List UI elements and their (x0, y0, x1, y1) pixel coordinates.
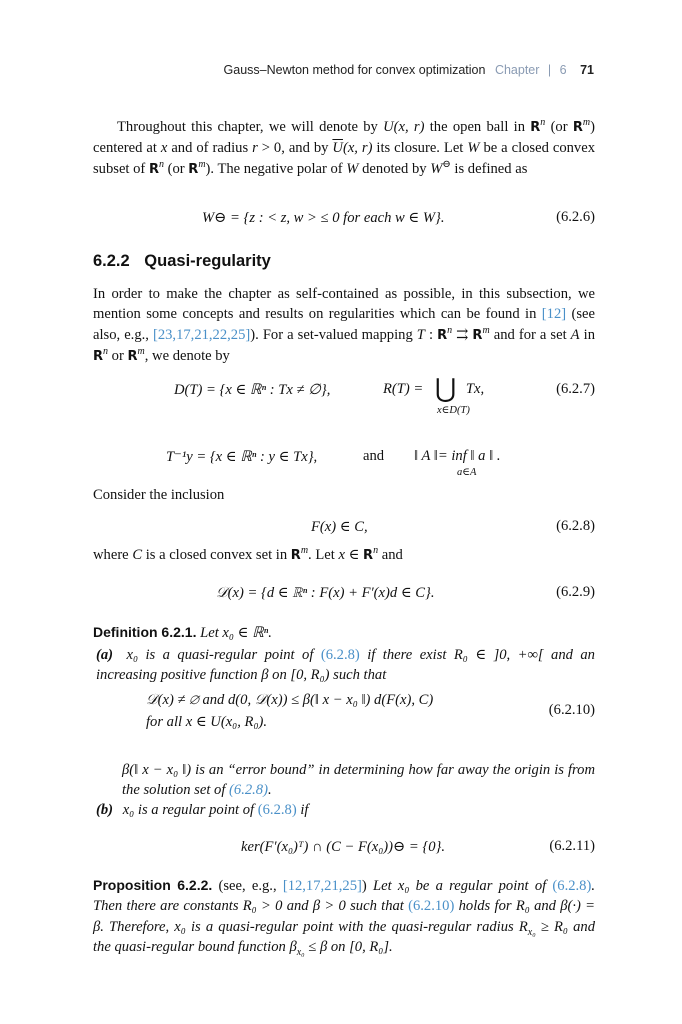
chapter-label: Chapter (494, 63, 540, 77)
header-separator: | (547, 63, 552, 77)
where-line: where C is a closed convex set in $R^m$. Let x ∈ $R^n$ and (93, 545, 403, 563)
proposition-paragraph: Proposition 6.2.2. (see, e.g., [12,17,21,25]) Let x₀ be a regular point of (6.2.8). Then there are constants R₀ > 0 and β > 0 such that (6.2.10) holds for R₀ and β(·) = β. Therefore, x₀ is a quasi-regular point with the quasi-regular radius $R_{x_0} \ge R_0$ and the quasi-regular bound function $\beta_{x_0} \le \beta$ on [0, R₀]. (93, 877, 595, 958)
proposition-label: Proposition 6.2.2. (93, 877, 213, 893)
citation-link[interactable]: [23,17,21,22,25] (152, 326, 251, 343)
equation-number-6-2-9: (6.2.9) (556, 584, 595, 600)
chapter-number: 6 (559, 63, 567, 77)
citation-link[interactable]: [12] (541, 306, 567, 323)
running-head (224, 63, 594, 77)
item-label-a: (a) (96, 647, 114, 663)
regularity-paragraph: In order to make the chapter as self-contained as possible, in this subsection, we mention some concepts and results on regularities which can be found in [12] (see also, e.g., [23,17,21,22,25]). For a set-valued mapping T : $R^n$ ⇉ $R^m$ and for a set A in $R^n$ or $R^m$, we denote by (93, 286, 595, 364)
equation-number-6-2-11: (6.2.11) (549, 838, 595, 854)
equation-6-2-10-line1: 𝒟(x) ≠ ∅ and d(0, 𝒟(x)) ≤ β(‖ x − x₀ ‖) d(F(x), C) (146, 692, 434, 708)
equation-reference-link[interactable]: (6.2.8) (552, 878, 592, 894)
equation-6-2-9: 𝒟(x) = {d ∈ ℝⁿ : F(x) + F′(x)d ∈ C}. (216, 585, 435, 601)
equation-6-2-10-line2: for all x ∈ U(x₀, R₀). (146, 714, 268, 730)
union-subscript: x∈D(T) (437, 405, 470, 416)
intro-paragraph: Throughout this chapter, we will denote by U(x, r) the open ball in $R^n$ (or $R^m$) centered at x and of radius r > 0, and by $\overline{U}(x$, r) its closure. Let W be a closed convex subset of $R^n$ (or $R^m$). The negative polar of W denoted by W⊖ is defined as (93, 117, 595, 177)
item-label-b: (b) (96, 802, 114, 818)
equation-number-6-2-8: (6.2.8) (556, 518, 595, 534)
section-number: 6.2.2 (93, 252, 130, 270)
consider-text: Consider the inclusion (93, 487, 225, 503)
equation-number-6-2-7: (6.2.7) (556, 381, 595, 397)
definition-item-b: (b) x₀ is a regular point of (6.2.8) if (96, 802, 309, 818)
equation-6-2-7-domain: D(T) = {x ∈ ℝⁿ : Tx ≠ ∅}, (174, 382, 331, 398)
equation-set-norm: ‖ A ‖= inf ‖ a ‖ . (414, 448, 501, 464)
running-title: Gauss–Newton method for convex optimization (223, 63, 486, 77)
equation-6-2-8: F(x) ∈ C, (311, 519, 368, 535)
equation-reference-link[interactable]: (6.2.10) (408, 898, 455, 915)
definition-label: Definition 6.2.1. (93, 624, 197, 640)
page-number: 71 (580, 63, 594, 77)
equation-reference-link[interactable]: (6.2.8) (257, 802, 297, 818)
definition-item-a: (a) x₀ is a quasi-regular point of (6.2.8) if there exist R₀ ∈ ]0, +∞[ and an increasing positive function β on [0, R₀) such that (96, 647, 595, 684)
citation-link[interactable]: [12,17,21,25] (282, 878, 362, 894)
equation-reference-link[interactable]: (6.2.8) (229, 782, 268, 799)
definition-heading: Definition 6.2.1. Let x₀ ∈ ℝⁿ. (93, 624, 272, 641)
equation-reference-link[interactable]: (6.2.8) (320, 647, 360, 663)
equation-6-2-7-range: R(T) = ⋃ Tx, (383, 374, 485, 404)
equation-number-6-2-10: (6.2.10) (548, 702, 595, 718)
equation-inverse-image: T⁻¹y = {x ∈ ℝⁿ : y ∈ Tx}, (166, 449, 318, 465)
section-title: Quasi-regularity (144, 252, 271, 270)
and-word: and (363, 448, 385, 464)
section-heading (93, 252, 271, 271)
inf-subscript: a∈A (457, 467, 477, 478)
equation-6-2-11: ker(F′(x₀)ᵀ) ∩ (C − F(x₀))⊖ = {0}. (241, 839, 445, 855)
equation-number-6-2-6: (6.2.6) (556, 209, 595, 225)
error-bound-remark: β(‖ x − x₀ ‖) is an “error bound” in determining how far away the origin is from the solution set of (6.2.8). (122, 762, 595, 799)
equation-6-2-6: W⊖ = {z : < z, w > ≤ 0 for each w ∈ W}. (202, 210, 445, 226)
